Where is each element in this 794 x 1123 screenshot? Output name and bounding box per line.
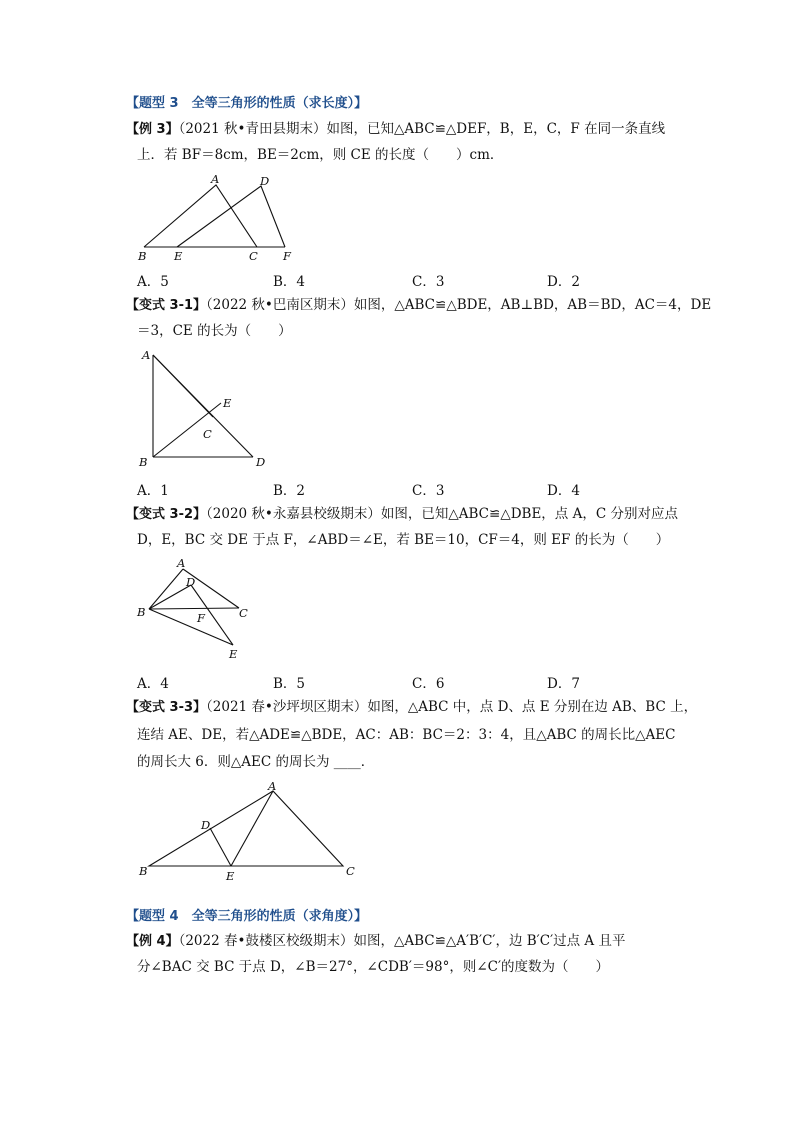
option-b[interactable]: B．4	[273, 274, 306, 290]
option-c[interactable]: C．3	[412, 483, 445, 499]
label-b: B	[139, 864, 148, 878]
section-3-heading: 【题型 3 全等三角形的性质（求长度）】	[126, 96, 368, 111]
option-a[interactable]: A．4	[137, 676, 169, 692]
option-d[interactable]: D．2	[547, 274, 580, 290]
variant-3-1-text-2: ＝3，CE 的长为（ ）	[137, 323, 292, 339]
label-d: D	[186, 575, 196, 589]
label-f: F	[283, 249, 291, 263]
label-e: E	[174, 249, 183, 263]
triangle-abc	[144, 185, 257, 247]
option-c[interactable]: C．3	[412, 274, 445, 290]
variant-3-3-text-3: 的周长大 6．则△AEC 的周长为 ____．	[137, 754, 375, 770]
label-c: C	[203, 427, 212, 441]
option-c[interactable]: C．6	[412, 676, 445, 692]
label-a: A	[268, 779, 277, 793]
variant-3-1-line-1	[126, 296, 711, 315]
label-d: D	[260, 174, 270, 188]
variant-3-1-tag: 【变式 3-1】	[126, 298, 207, 313]
example-3-figure	[130, 170, 300, 265]
label-e: E	[223, 396, 232, 410]
label-c: C	[239, 606, 248, 620]
label-d: D	[201, 818, 211, 832]
variant-3-1-figure	[135, 345, 275, 475]
variant-3-1-text-1: （2022 秋•巴南区期末）如图，△ABC≌△BDE，AB⊥BD，AB＝BD，AC＝4，DE	[206, 297, 712, 313]
label-d: D	[256, 455, 266, 469]
example-4-tag: 【例 4】	[126, 934, 179, 949]
option-a[interactable]: A．5	[137, 274, 169, 290]
option-b[interactable]: B．5	[273, 676, 306, 692]
label-c: C	[249, 249, 258, 263]
label-e: E	[229, 647, 238, 661]
variant-3-3-figure	[135, 780, 375, 885]
variant-3-2-figure	[133, 555, 263, 663]
label-c: C	[346, 864, 355, 878]
variant-3-2-tag: 【变式 3-2】	[126, 507, 207, 522]
example-4-text-1: （2022 春•鼓楼区校级期末）如图，△ABC≌△A′B′C′，边 B′C′过点 A 且平	[178, 933, 626, 949]
example-3-text-1: （2021 秋•青田县期末）如图，已知△ABC≌△DEF，B，E，C，F 在同一条直线	[178, 121, 666, 137]
example-3-tag: 【例 3】	[126, 122, 179, 137]
label-a: A	[177, 556, 186, 570]
variant-3-2-text-2: D，E，BC 交 DE 于点 F，∠ABD＝∠E，若 BE＝10，CF＝4，则 EF 的长为（ ）	[137, 532, 670, 548]
label-b: B	[139, 455, 148, 469]
option-a[interactable]: A．1	[137, 483, 169, 499]
label-a: A	[211, 172, 220, 186]
variant-3-2-line-1	[126, 505, 678, 524]
label-e: E	[226, 869, 235, 883]
option-d[interactable]: D．7	[547, 676, 580, 692]
variant-3-3-text-1: （2021 春•沙坪坝区期末）如图，△ABC 中，点 D、点 E 分别在边 AB、BC 上，	[206, 699, 698, 715]
example-3-line-1	[126, 120, 665, 139]
example-4-text-2: 分∠BAC 交 BC 于点 D，∠B＝27°，∠CDB′＝98°，则∠C′的度数为（ ）	[137, 959, 610, 975]
label-a: A	[142, 348, 151, 362]
option-d[interactable]: D．4	[547, 483, 580, 499]
triangle-def	[177, 186, 285, 247]
variant-3-2-text-1: （2020 秋•永嘉县校级期末）如图，已知△ABC≌△DBE，点 A，C 分别对应点	[206, 506, 678, 522]
label-b: B	[137, 605, 146, 619]
variant-3-3-text-2: 连结 AE、DE，若△ADE≌△BDE，AC：AB：BC＝2：3：4，且△ABC 的周长比△AEC	[137, 727, 676, 743]
example-4-line-1	[126, 932, 625, 951]
section-4-heading: 【题型 4 全等三角形的性质（求角度）】	[126, 909, 368, 924]
example-3-text-2: 上．若 BF＝8cm，BE＝2cm，则 CE 的长度（ ）cm．	[137, 147, 504, 163]
variant-3-3-tag: 【变式 3-3】	[126, 700, 207, 715]
variant-3-3-line-1	[126, 698, 697, 717]
label-f: F	[197, 611, 205, 625]
option-b[interactable]: B．2	[273, 483, 306, 499]
label-b: B	[138, 249, 147, 263]
